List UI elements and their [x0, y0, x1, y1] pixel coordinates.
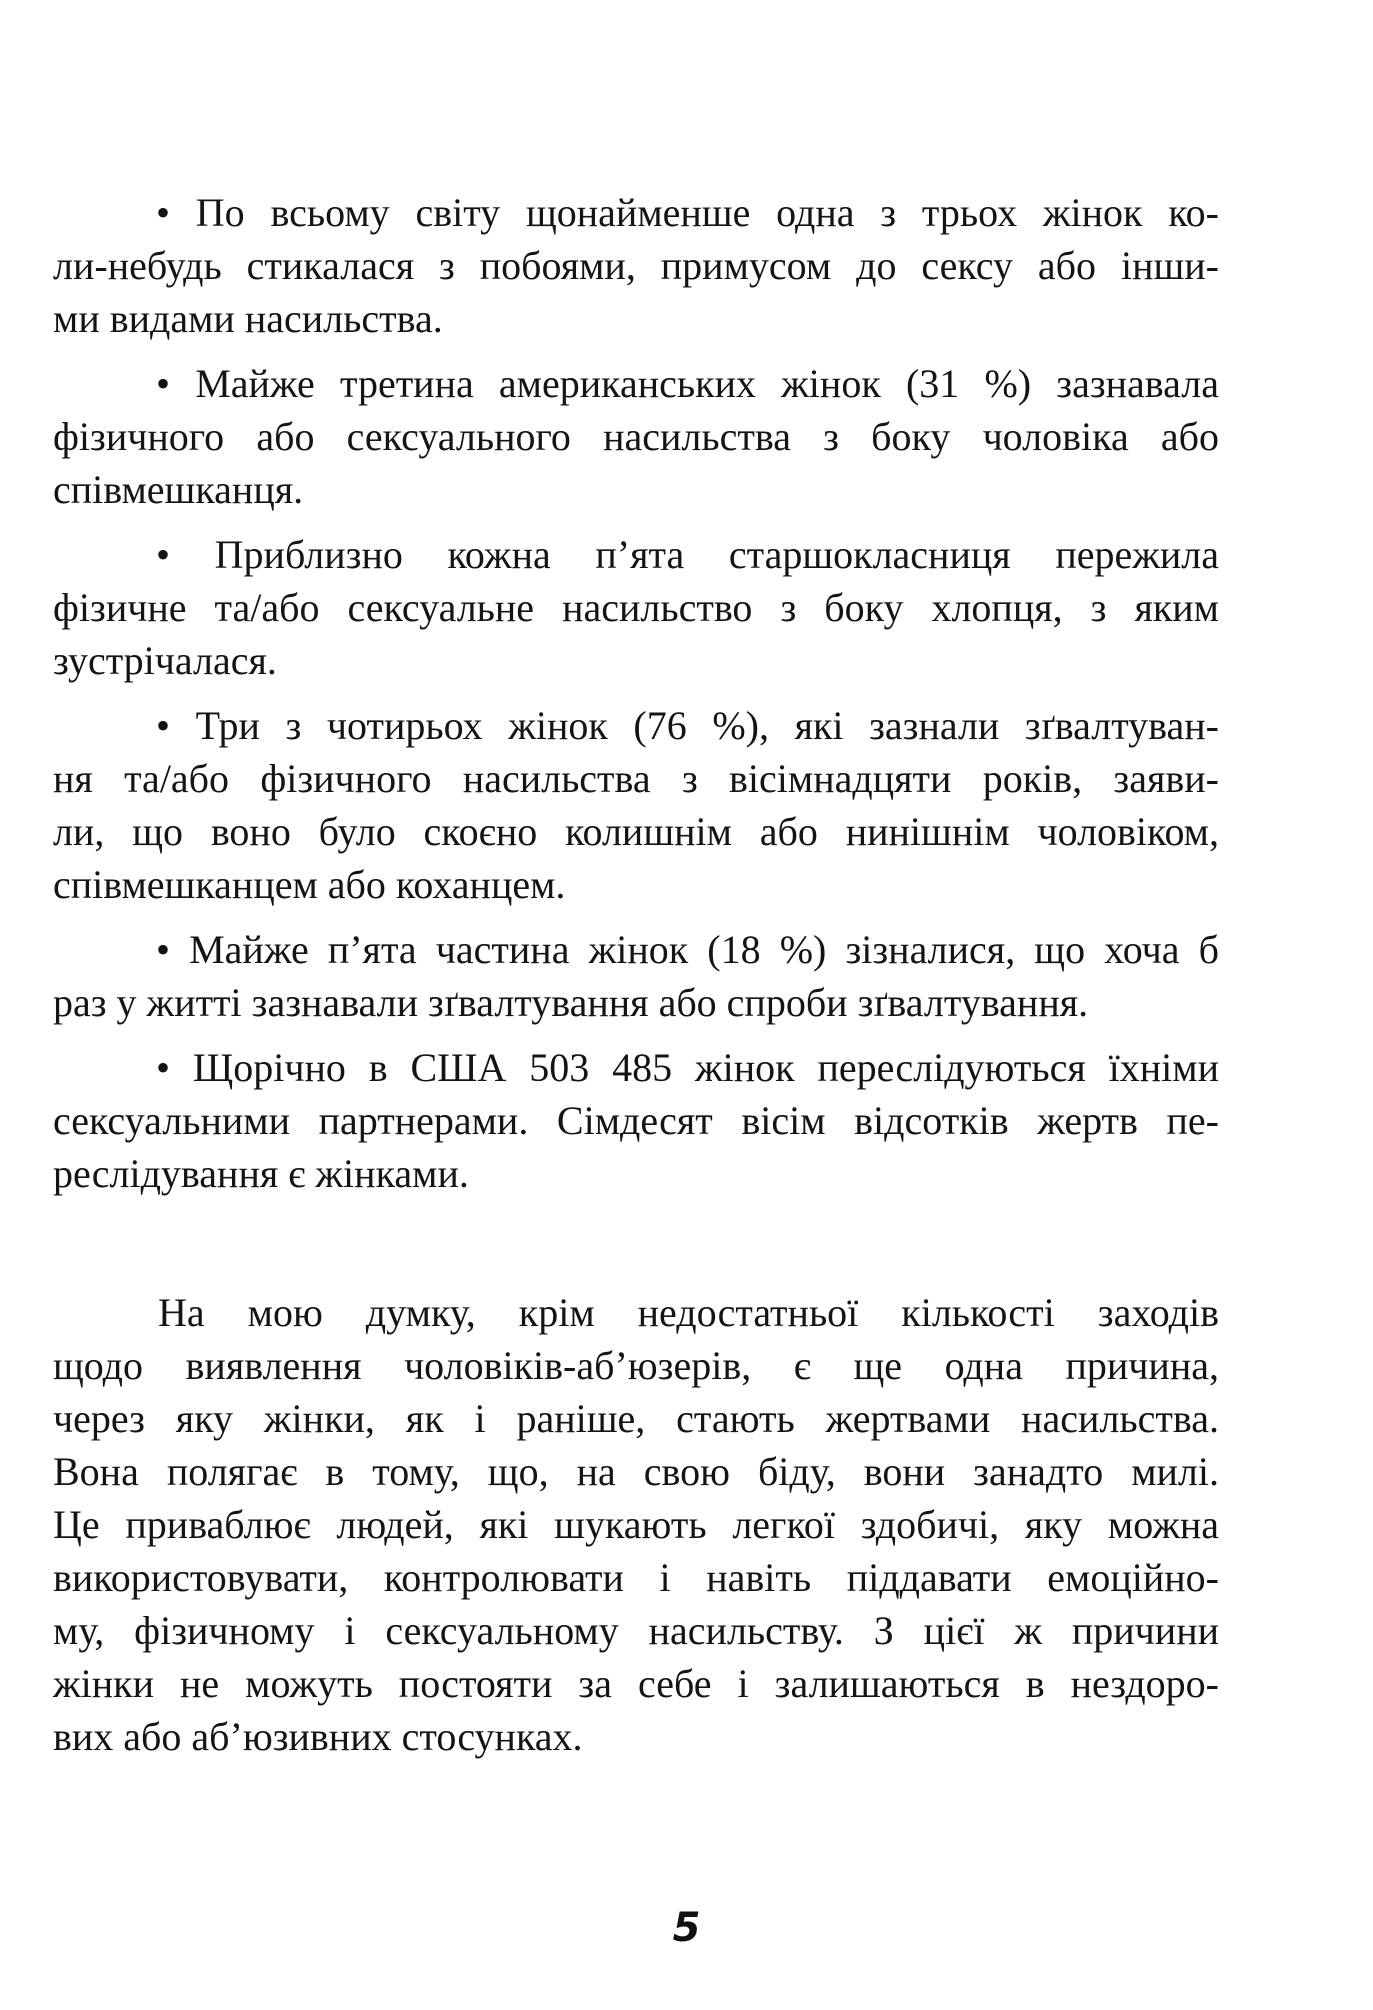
- text-line: • Майже п’ята частина жінок (18 %) зізналися, що хоча б: [156, 927, 1219, 972]
- text-line: му, фізичному і сексуальному насильству. З цієї ж причини: [53, 1608, 1219, 1653]
- text-line: щодо виявлення чоловіків-аб’юзерів, є ще одна причина,: [53, 1343, 1219, 1388]
- body-paragraph: [53, 1286, 1219, 1763]
- text-line: вих або аб’юзивних стосунках.: [53, 1714, 583, 1759]
- bullet-paragraph: [53, 528, 1219, 687]
- text-line: ли-небудь стикалася з побоями, примусом до сексу або інши-: [53, 243, 1219, 288]
- text-line: сексуальними партнерами. Сімдесят вісім відсотків жертв пе-: [53, 1098, 1219, 1143]
- bullet-paragraph: [53, 186, 1219, 345]
- text-line: • Майже третина американських жінок (31 %) зазнавала: [156, 361, 1219, 406]
- text-line: співмешканцем або коханцем.: [53, 862, 566, 907]
- bullet-paragraph: [53, 923, 1219, 1029]
- text-line: ми видами насильства.: [53, 296, 443, 341]
- text-line: • Щорічно в США 503 485 жінок переслідуються їхніми: [156, 1045, 1219, 1090]
- text-line: Це приваблює людей, які шукають легкої здобичі, яку можна: [53, 1502, 1219, 1547]
- text-line: реслідування є жінками.: [53, 1151, 469, 1196]
- text-line: ня та/або фізичного насильства з вісімнадцяти років, заяви-: [53, 756, 1219, 801]
- text-line: Вона полягає в тому, що, на свою біду, вони занадто милі.: [53, 1449, 1219, 1494]
- text-line: раз у житті зазнавали зґвалтування або спроби зґвалтування.: [53, 980, 1089, 1025]
- bullet-paragraph: [53, 357, 1219, 516]
- text-line: • Приблизно кожна п’ята старшокласниця пережила: [156, 532, 1219, 577]
- text-line: через яку жінки, як і раніше, стають жертвами насильства.: [53, 1396, 1219, 1441]
- text-line: зустрічалася.: [53, 638, 277, 683]
- text-line: фізичного або сексуального насильства з боку чоловіка або: [53, 414, 1219, 459]
- text-line: співмешканця.: [53, 467, 304, 512]
- bullet-paragraph: [53, 699, 1219, 911]
- page-number: 5: [672, 1905, 701, 1951]
- text-line: ли, що воно було скоєно колишнім або нинішнім чоловіком,: [53, 809, 1219, 854]
- text-line: фізичне та/або сексуальне насильство з боку хлопця, з яким: [53, 585, 1219, 630]
- text-line: • По всьому світу щонайменше одна з трьох жінок ко-: [156, 190, 1219, 235]
- text-line: • Три з чотирьох жінок (76 %), які зазнали зґвалтуван-: [156, 703, 1219, 748]
- text-line: жінки не можуть постояти за себе і залишаються в нездоро-: [53, 1661, 1219, 1706]
- text-line: використовувати, контролювати і навіть піддавати емоційно-: [53, 1555, 1219, 1600]
- page-body: [53, 186, 1219, 1775]
- bullet-paragraph: [53, 1041, 1219, 1200]
- text-line: На мою думку, крім недостатньої кількості заходів: [158, 1290, 1219, 1335]
